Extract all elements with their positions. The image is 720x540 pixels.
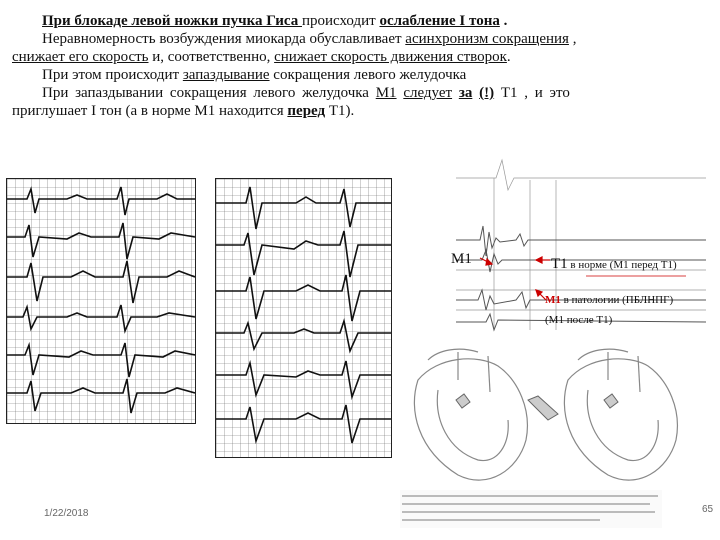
t1-normal-note: в норме (M1 перед T1) xyxy=(567,259,677,271)
pathology-m1-label: M1 xyxy=(545,294,561,306)
text-fragment: и, соответственно, xyxy=(148,49,275,65)
before-term: перед xyxy=(287,103,326,119)
text-line-4 xyxy=(12,66,702,84)
pathology-note: в патологии (ПБЛНПГ) xyxy=(560,294,674,306)
heart-diagram-image xyxy=(398,340,698,490)
m1-label: M1 xyxy=(451,251,472,267)
slide-text xyxy=(12,12,702,120)
speed-reduction-term: снижает его скорость xyxy=(12,49,149,65)
pathology-label xyxy=(545,294,673,306)
ecg-strip-left xyxy=(6,178,196,424)
text-fragment: . xyxy=(506,49,511,65)
ecg-strip-left-image xyxy=(7,179,195,423)
lbbb-heading: При блокаде левой ножки пучка Гиса xyxy=(42,13,302,29)
follows-term: следует xyxy=(403,85,453,101)
phonocardiogram-figure xyxy=(456,140,706,340)
text-line-6 xyxy=(12,102,702,120)
text-fragment: При этом происходит xyxy=(42,67,183,83)
first-tone-weakening: ослабление I тона xyxy=(379,13,500,29)
t1-label-text: T1 xyxy=(551,256,568,272)
figure-caption-box xyxy=(400,490,662,528)
slide-date: 1/22/2018 xyxy=(44,508,89,519)
phonocardiogram-image xyxy=(456,140,706,340)
ecg-strip-right-image xyxy=(216,179,391,457)
m1-term: M1 xyxy=(375,85,397,101)
text-fragment: происходит xyxy=(301,13,380,29)
text-line-5 xyxy=(12,84,702,102)
after-term: за xyxy=(458,85,473,101)
exclamation-term: (!) xyxy=(479,85,495,101)
text-fragment: При запаздывании сокращения левого желудочка xyxy=(42,85,376,101)
text-fragment: Неравномерность возбуждения миокарда обуславливает xyxy=(42,31,406,47)
text-line-3 xyxy=(12,48,702,66)
figure-caption-image xyxy=(400,490,662,528)
t1-label xyxy=(551,256,677,273)
text-line-1 xyxy=(12,12,702,30)
valve-speed-term: снижает скорость движения створок xyxy=(274,49,507,65)
text-fragment: приглушает I тон (а в норме M1 находится xyxy=(12,103,288,119)
text-line-2 xyxy=(12,30,702,48)
heart-diagram-figure xyxy=(398,340,698,490)
text-fragment: . xyxy=(499,13,508,29)
asynchronism-term: асинхронизм сокращения xyxy=(405,31,569,47)
delay-term: запаздывание xyxy=(182,67,270,83)
ecg-strip-right xyxy=(215,178,392,458)
text-fragment: сокращения левого желудочка xyxy=(269,67,467,83)
page-number: 65 xyxy=(702,504,714,515)
text-fragment: T1). xyxy=(325,103,355,119)
text-fragment xyxy=(452,85,459,101)
text-fragment: , xyxy=(568,31,577,47)
text-fragment: T1 , и это xyxy=(494,85,570,101)
pathology-label-2: (M1 после T1) xyxy=(545,314,613,326)
